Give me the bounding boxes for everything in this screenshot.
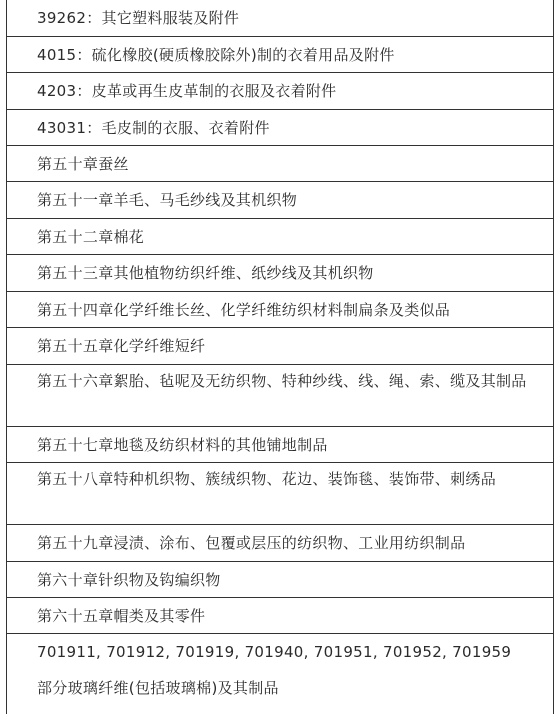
row-text: 第五十二章棉花 [37,227,145,246]
table-row [6,561,554,597]
table-row [6,145,554,181]
row-text: 第五十三章其他植物纺织纤维、纸纱线及其机织物 [37,264,374,282]
table-row [6,364,554,426]
table-row [6,218,554,254]
row-text: 第五十八章特种机织物、簇绒织物、花边、装饰毯、装饰带、刺绣品 [37,470,497,488]
row-text: 4203：皮革或再生皮革制的衣服及衣着附件 [37,82,337,100]
row-text: 第五十章蚕丝 [37,154,129,173]
table-row [6,181,554,218]
row-text: 4015：硫化橡胶(硬质橡胶除外)制的衣着用品及附件 [37,45,395,64]
row-text: 第五十九章浸渍、涂布、包覆或层压的纺织物、工业用纺织制品 [37,534,466,552]
table-row [6,633,554,670]
row-text: 第六十章针织物及钩编织物 [37,570,221,589]
table-row [6,254,554,291]
table-row [6,597,554,633]
table-row [6,327,554,364]
row-text: 部分玻璃纤维(包括玻璃棉)及其制品 [37,679,279,697]
table-row [6,670,554,706]
table-row [6,462,554,524]
table-row [6,0,554,36]
table-row [6,291,554,327]
row-text: 第五十六章絮胎、毡呢及无纺织物、特种纱线、线、绳、索、缆及其制品 [37,372,527,390]
table-row [6,524,554,561]
table-row [6,426,554,462]
row-text: 第五十一章羊毛、马毛纱线及其机织物 [37,191,298,209]
row-text: 701911, 701912, 701919, 701940, 701951, 701952, 701959 [37,643,512,661]
row-text: 第五十四章化学纤维长丝、化学纤维纺织材料制扁条及类似品 [37,300,451,319]
table-row [6,36,554,72]
row-text: 第五十五章化学纤维短纤 [37,337,206,355]
row-text: 第六十五章帽类及其零件 [37,606,206,625]
row-text: 43031：毛皮制的衣服、衣着附件 [37,118,270,137]
table-row [6,109,554,145]
row-text: 第五十七章地毯及纺织材料的其他铺地制品 [37,435,328,454]
table-row [6,72,554,109]
row-text: 39262：其它塑料服装及附件 [37,9,240,27]
